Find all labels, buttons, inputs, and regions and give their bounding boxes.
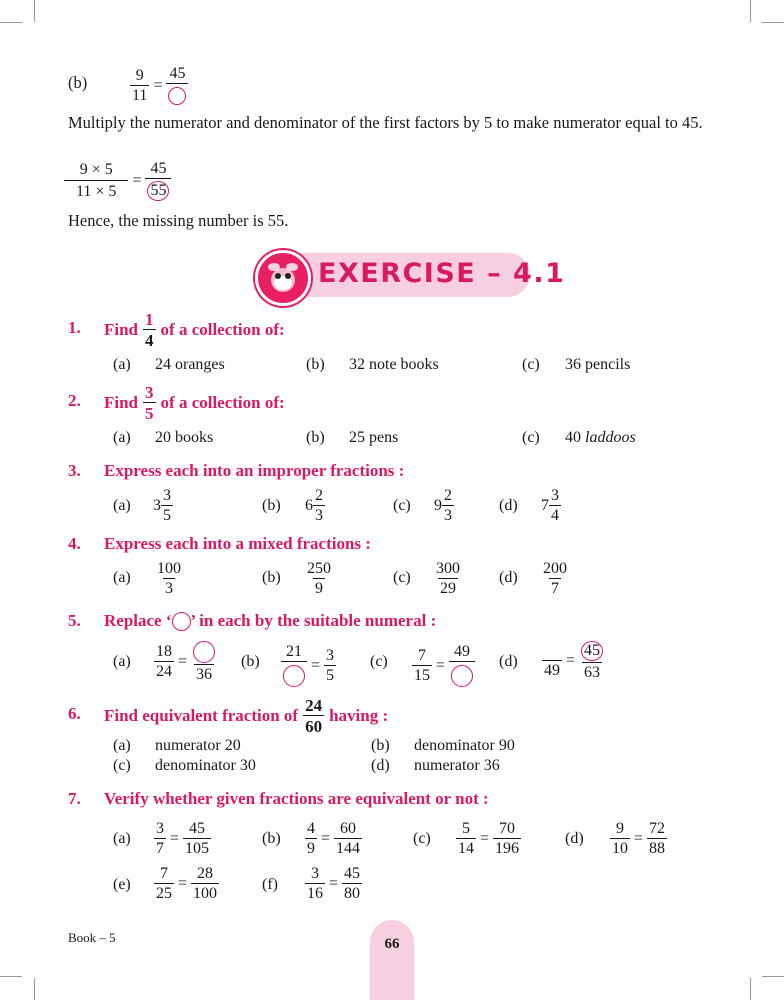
numerator: 3 bbox=[156, 820, 164, 837]
denominator: 88 bbox=[649, 840, 666, 857]
denominator: 11 bbox=[132, 86, 148, 104]
q3-opt-b bbox=[305, 488, 325, 524]
numerator: 7 bbox=[160, 865, 168, 882]
numerator: 21 bbox=[286, 643, 302, 660]
q7-e-label: (e) bbox=[113, 876, 131, 893]
q3-opt-a bbox=[153, 488, 173, 524]
numerator: 250 bbox=[307, 560, 331, 577]
q4-opt-d-label: (d) bbox=[499, 569, 518, 586]
denominator: 3 bbox=[165, 580, 173, 597]
q4-opt-a bbox=[155, 561, 183, 597]
numerator: 3 bbox=[551, 487, 559, 504]
q3-number: 3. bbox=[68, 461, 81, 480]
q2-opt-c bbox=[565, 429, 636, 447]
q5-post: ’ in each by the suitable numeral : bbox=[190, 611, 437, 630]
numerator: 1 bbox=[145, 310, 154, 329]
numerator: 5 bbox=[462, 820, 470, 837]
q7-f: $\frac{3}{16}$ = $\frac{45}{80}$ bbox=[307, 865, 361, 902]
numerator: 4 bbox=[307, 820, 315, 837]
q6-number: 6. bbox=[68, 704, 81, 723]
denominator: 63 bbox=[584, 664, 601, 681]
q5-text bbox=[104, 611, 436, 631]
numerator: 18 bbox=[156, 643, 172, 660]
blank-circle bbox=[172, 612, 191, 631]
q7-b: $\frac{4}{9}$ = $\frac{60}{144}$ bbox=[307, 820, 361, 857]
q4-opt-d bbox=[541, 561, 569, 597]
denominator: 10 bbox=[612, 840, 628, 857]
numerator: 7 bbox=[418, 646, 426, 664]
page-tab bbox=[370, 920, 414, 1000]
numerator: 2 bbox=[315, 487, 323, 504]
whole: 9 bbox=[434, 497, 442, 514]
q3-opt-b-label: (b) bbox=[262, 497, 281, 514]
exercise-title: EXERCISE – 4.1 bbox=[318, 258, 566, 289]
q7-f-label: (f) bbox=[262, 876, 278, 893]
denominator: 4 bbox=[145, 331, 154, 350]
denominator: 9 bbox=[307, 840, 315, 857]
q7-a: $\frac{3}{7}$ = $\frac{45}{105}$ bbox=[156, 820, 210, 857]
numerator: 9 bbox=[135, 66, 144, 84]
numerator: 300 bbox=[436, 560, 460, 577]
denominator: 11 × 5 bbox=[64, 180, 128, 200]
q1-pre: Find bbox=[104, 320, 139, 339]
q1-opt-a: 24 oranges bbox=[155, 356, 225, 373]
q3-opt-c-label: (c) bbox=[393, 497, 411, 514]
whole: 6 bbox=[305, 497, 313, 514]
numerator: 200 bbox=[543, 560, 567, 577]
q2-opt-a: 20 books bbox=[155, 429, 214, 446]
q6-opt-d-label: (d) bbox=[371, 757, 390, 774]
q4-opt-c bbox=[434, 561, 462, 597]
denominator: 16 bbox=[307, 885, 323, 902]
q1-text bbox=[104, 311, 285, 349]
numerator: 28 bbox=[197, 865, 214, 882]
q6-opt-a: numerator 20 bbox=[155, 737, 241, 754]
denominator: 49 bbox=[544, 662, 560, 679]
q3-opt-d-label: (d) bbox=[499, 497, 518, 514]
denominator: 24 bbox=[156, 663, 172, 680]
denominator: 4 bbox=[551, 507, 559, 524]
numerator: 24 bbox=[305, 696, 323, 715]
q4-opt-c-label: (c) bbox=[393, 569, 411, 586]
q3-opt-a-label: (a) bbox=[113, 497, 131, 514]
numerator: 3 bbox=[311, 865, 319, 882]
q7-c-label: (c) bbox=[413, 830, 431, 847]
denominator: 7 bbox=[551, 580, 559, 597]
numerator: 3 bbox=[163, 487, 171, 504]
q7-number: 7. bbox=[68, 789, 81, 808]
q6-opt-c: denominator 30 bbox=[155, 757, 256, 774]
q2-post: of a collection of: bbox=[160, 393, 285, 412]
numerator: 3 bbox=[326, 646, 335, 664]
numerator: 72 bbox=[649, 820, 666, 837]
denominator: 105 bbox=[185, 840, 210, 857]
denominator: 196 bbox=[495, 840, 520, 857]
q5-b: 21 = $\frac{3}{5}$ bbox=[281, 644, 336, 687]
denominator: 14 bbox=[458, 840, 474, 857]
q5-a-label: (a) bbox=[113, 653, 131, 670]
denominator: 7 bbox=[156, 840, 164, 857]
q6-text bbox=[104, 697, 388, 735]
example-explanation: Multiply the numerator and denominator of the first factors by 5 to make numerator equal to 45. bbox=[68, 113, 703, 132]
numerator: 49 bbox=[454, 643, 471, 660]
q7-b-label: (b) bbox=[262, 830, 281, 847]
book-label: Book – 5 bbox=[68, 930, 116, 945]
q1-opt-b-label: (b) bbox=[306, 356, 325, 373]
q1-opt-c: 36 pencils bbox=[565, 356, 631, 373]
q3-text: Express each into an improper fractions : bbox=[104, 461, 405, 480]
q6-opt-d: numerator 36 bbox=[414, 757, 500, 774]
denominator: 5 bbox=[145, 404, 154, 423]
q1-post: of a collection of: bbox=[160, 320, 285, 339]
q6-opt-c-label: (c) bbox=[113, 757, 131, 774]
denominator: 5 bbox=[163, 507, 171, 524]
numerator: 45 bbox=[344, 865, 361, 882]
denominator: 25 bbox=[156, 885, 172, 902]
q1-opt-c-label: (c) bbox=[522, 356, 540, 373]
denominator: 3 bbox=[444, 507, 452, 524]
denominator: 15 bbox=[414, 666, 430, 684]
denominator: 60 bbox=[305, 717, 323, 736]
denominator: 5 bbox=[326, 666, 335, 684]
q6-opt-b-label: (b) bbox=[371, 737, 390, 754]
q7-a-label: (a) bbox=[113, 830, 131, 847]
q5-a: $\frac{18}{24}$ = 36 bbox=[154, 641, 217, 683]
page-number: 66 bbox=[384, 936, 400, 952]
denominator: 36 bbox=[196, 666, 213, 683]
blank-circle bbox=[451, 665, 473, 687]
q2-opt-c-label: (c) bbox=[522, 429, 540, 446]
numerator: 100 bbox=[157, 560, 181, 577]
numerator: 45 bbox=[169, 65, 186, 82]
numerator: 2 bbox=[444, 487, 452, 504]
q2-pre: Find bbox=[104, 393, 139, 412]
q5-d-label: (d) bbox=[499, 653, 518, 670]
q7-d-label: (d) bbox=[565, 830, 584, 847]
q2-opt-b-label: (b) bbox=[306, 429, 325, 446]
numerator: 60 bbox=[340, 820, 357, 837]
numerator: 3 bbox=[145, 383, 154, 402]
blank-circle bbox=[193, 641, 215, 663]
mascot-icon bbox=[255, 250, 311, 306]
q2-opt-b: 25 pens bbox=[349, 429, 399, 446]
example-calculation: $\frac{9 \times 5}{11 \times 5}$ = $\frac{45}{55}$ bbox=[64, 161, 171, 201]
denominator: 80 bbox=[344, 885, 361, 902]
q7-d: $\frac{9}{10}$ = $\frac{72}{88}$ bbox=[612, 820, 666, 857]
q7-e: $\frac{7}{25}$ = $\frac{28}{100}$ bbox=[156, 865, 218, 902]
q6-opt-a-label: (a) bbox=[113, 737, 131, 754]
q7-text: Verify whether given fractions are equivalent or not : bbox=[104, 789, 489, 808]
q5-pre: Replace ‘ bbox=[104, 611, 172, 630]
example-label: (b) bbox=[68, 73, 88, 92]
q5-c: $\frac{7}{15}$ = 49 bbox=[412, 644, 475, 687]
numerator: 9 × 5 bbox=[79, 161, 113, 178]
q4-opt-b-label: (b) bbox=[262, 569, 281, 586]
q4-opt-a-label: (a) bbox=[113, 569, 131, 586]
numerator: 45 bbox=[189, 820, 206, 837]
whole: 7 bbox=[541, 497, 549, 514]
denominator: 9 bbox=[315, 580, 323, 597]
q2-opt-c-number: 40 bbox=[565, 429, 581, 446]
q6-post: having : bbox=[329, 706, 389, 725]
q4-opt-b bbox=[305, 561, 333, 597]
blank-circle bbox=[283, 665, 305, 687]
q5-number: 5. bbox=[68, 611, 81, 630]
denominator: 3 bbox=[315, 507, 323, 524]
q3-opt-c bbox=[434, 488, 454, 524]
q5-c-label: (c) bbox=[370, 653, 388, 670]
blank-circle bbox=[168, 87, 186, 105]
example-conclusion: Hence, the missing number is 55. bbox=[68, 211, 289, 230]
denominator: 100 bbox=[193, 885, 218, 902]
q4-number: 4. bbox=[68, 534, 81, 553]
answer-circle: 55 bbox=[147, 181, 169, 201]
q5-d: 49 = $\frac{45}{63}$ bbox=[542, 641, 605, 681]
answer-circle: 45 bbox=[581, 641, 603, 661]
q1-opt-b: 32 note books bbox=[349, 356, 439, 373]
q6-pre: Find equivalent fraction of bbox=[104, 706, 299, 725]
q3-opt-d bbox=[541, 488, 561, 524]
q4-text: Express each into a mixed fractions : bbox=[104, 534, 371, 553]
q6-opt-b: denominator 90 bbox=[414, 737, 515, 754]
q7-c: $\frac{5}{14}$ = $\frac{70}{196}$ bbox=[458, 820, 520, 857]
whole: 3 bbox=[153, 497, 161, 514]
example-equation: $\frac{9}{11}$ = 45 bbox=[130, 66, 188, 105]
q2-opt-c-word: laddoos bbox=[585, 429, 636, 446]
q2-text bbox=[104, 384, 285, 422]
q1-opt-a-label: (a) bbox=[113, 356, 131, 373]
numerator: 70 bbox=[499, 820, 516, 837]
numerator: 9 bbox=[616, 820, 624, 837]
denominator: 144 bbox=[336, 840, 361, 857]
q2-opt-a-label: (a) bbox=[113, 429, 131, 446]
numerator: 45 bbox=[150, 160, 167, 177]
denominator: 29 bbox=[440, 580, 456, 597]
q5-b-label: (b) bbox=[241, 653, 260, 670]
q2-number: 2. bbox=[68, 391, 81, 410]
q1-number: 1. bbox=[68, 318, 81, 337]
